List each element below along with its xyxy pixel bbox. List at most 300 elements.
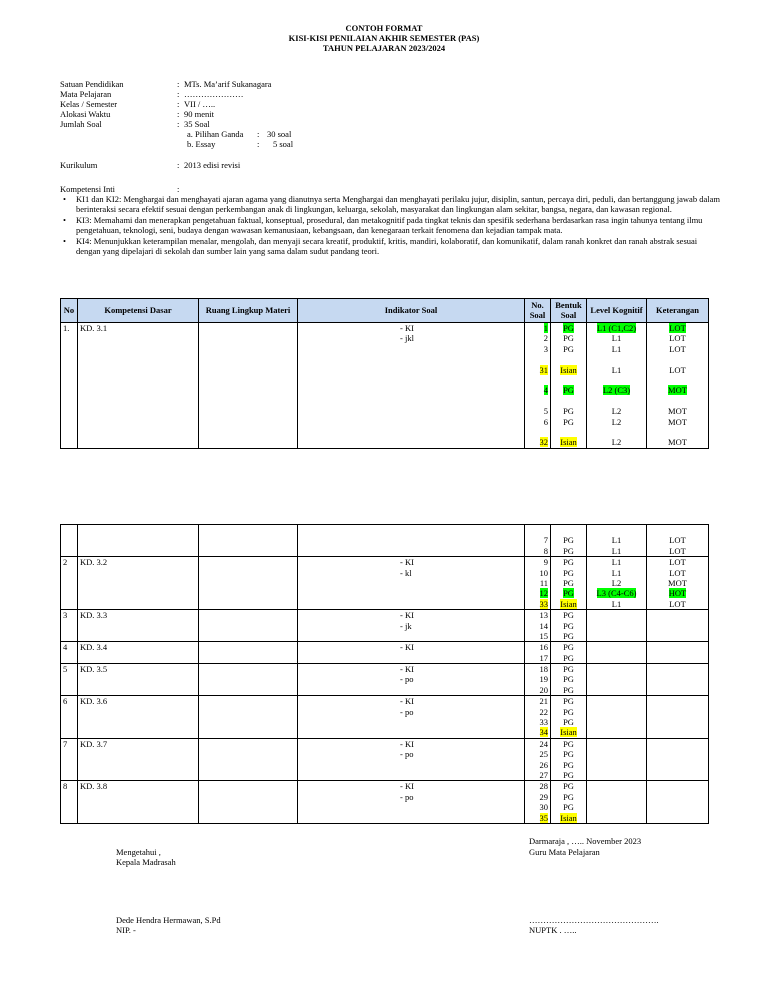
cell-no: 5 (61, 664, 78, 696)
table-row (61, 781, 709, 824)
level-kognitif-value (589, 770, 644, 780)
keterangan-value (649, 588, 706, 598)
info-label: Alokasi Waktu (60, 109, 111, 119)
cell-level-kognitif (587, 610, 647, 642)
indikator-line (400, 781, 522, 791)
indikator-line-text: - KI (400, 664, 414, 675)
ki-item: • KI1 dan KI2: Menghargai dan menghayati ajaran agama yang dianutnya serta Menghargai dan menghayati perilaku jujur, disiplin, santun, percaya diri, peduli, dan bertanggung jawab dalam berinteraksi secara efektif sesuai dengan perkembangan anak di lingkungan, keluarga, sekolah, masyarakat dan lingkungan alam sekitar, bangsa, negara, dan kawasan regional. (60, 194, 720, 215)
no-soal-value-text: 27 (539, 769, 548, 780)
cell-keterangan (647, 781, 709, 824)
bentuk-soal-value (553, 344, 584, 354)
level-kognitif-value (589, 727, 644, 737)
level-kognitif-value-text: L1 (611, 343, 622, 354)
level-kognitif-value (589, 760, 644, 770)
signature-place-date: Darmaraja , ….. November 2023 (529, 836, 642, 846)
keterangan-value (649, 599, 706, 609)
indikator-line (400, 792, 522, 802)
info-label: Kelas / Semester (60, 99, 118, 109)
info-label: Mata Pelajaran (60, 89, 112, 99)
bentuk-soal-value-text: PG (563, 567, 574, 578)
cell-ruang-lingkup (199, 642, 298, 664)
no-soal-value (527, 437, 548, 447)
bentuk-soal-value (553, 365, 584, 375)
indikator-line-text: - po (400, 749, 414, 760)
indikator-line (400, 707, 522, 717)
level-kognitif-value (589, 792, 644, 802)
no-soal-value (527, 599, 548, 609)
no-soal-value (527, 727, 548, 737)
level-kognitif-value (589, 588, 644, 598)
cell-keterangan (647, 557, 709, 610)
no-soal-value-text: 32 (539, 437, 548, 448)
doc-title-3: TAHUN PELAJARAN 2023/2024 (322, 43, 446, 53)
level-kognitif-value (589, 717, 644, 727)
no-soal-value-text: 15 (539, 630, 548, 641)
cell-no: 2 (61, 557, 78, 610)
bentuk-soal-value (553, 535, 584, 545)
bentuk-soal-value-text: PG (563, 674, 574, 685)
cell-no-soal (525, 696, 551, 739)
ki-item: • KI4: Menunjukkan keterampilan menalar, mengolah, dan menyaji secara kreatif, produktif, kritis, mandiri, kolaboratif, dan komunikatif, dalam ranah konkret dan ranah abstrak sesuai dengan yang dipelajari di sekolah dan sumber lain yang sama dalam sudut pandang teori. (60, 236, 720, 257)
level-kognitif-value (589, 578, 644, 588)
bentuk-soal-value-text: PG (563, 385, 574, 396)
keterangan-value (649, 770, 706, 780)
info-value: 90 menit (184, 109, 214, 119)
no-soal-value (527, 365, 548, 375)
bentuk-soal-value (553, 427, 584, 437)
level-kognitif-value-text: L2 (611, 416, 622, 427)
level-kognitif-value (589, 642, 644, 652)
bentuk-soal-value-text: Isian (560, 812, 577, 823)
bentuk-soal-value (553, 437, 584, 447)
table-row (61, 610, 709, 642)
cell-indikator (298, 525, 525, 557)
cell-level-kognitif (587, 525, 647, 557)
bentuk-soal-value-text: PG (563, 630, 574, 641)
no-soal-value-text: 6 (543, 416, 548, 427)
cell-no: 6 (61, 696, 78, 739)
level-kognitif-value-text: L1 (C1,C2) (596, 323, 637, 333)
table-row (61, 664, 709, 696)
info-label: Jumlah Soal (60, 119, 102, 129)
no-soal-value (527, 739, 548, 749)
level-kognitif-value-text: L1 (611, 535, 622, 546)
level-kognitif-value (589, 802, 644, 812)
cell-no (61, 525, 78, 557)
cell-level-kognitif (587, 664, 647, 696)
level-kognitif-value (589, 427, 644, 437)
no-soal-value (527, 610, 548, 620)
level-kognitif-value-text: L3 (C4-C6) (596, 588, 637, 599)
level-kognitif-value (589, 354, 644, 364)
no-soal-value-text: 11 (539, 577, 548, 588)
cell-bentuk-soal (551, 525, 587, 557)
jumlah-essay-label: b. Essay (187, 139, 216, 149)
keterangan-value (649, 365, 706, 375)
keterangan-value-text: LOT (669, 557, 686, 568)
no-soal-value-text: 7 (543, 535, 548, 546)
jumlah-pg-label: a. Pilihan Ganda (187, 129, 244, 139)
bentuk-soal-value-text: PG (563, 781, 574, 792)
no-soal-value-text: 28 (539, 781, 548, 792)
bentuk-soal-value-text: PG (563, 535, 574, 546)
keterangan-value (649, 535, 706, 545)
cell-kompetensi-dasar: KD. 3.4 (78, 642, 199, 664)
indikator-line-text: - KI (400, 323, 414, 333)
bentuk-soal-value-text: PG (563, 738, 574, 749)
bentuk-soal-value (553, 323, 584, 333)
keterangan-value-text: LOT (669, 545, 686, 556)
level-kognitif-value (589, 813, 644, 823)
table-row (61, 696, 709, 739)
identity-block: Satuan Pendidikan : MTs. Ma’arif Sukanagara Mata Pelajaran : ………………… Kelas / Semester : VII / ….. Alokasi Waktu : 90 menit Jumlah Soal : 35 Soal a. Pilihan Ganda : 30 soal b. Essay : 5 soal Kurikulum : 2013 edisi revisi (60, 79, 294, 170)
level-kognitif-value (589, 631, 644, 641)
keterangan-value (649, 406, 706, 416)
no-soal-value (527, 813, 548, 823)
indikator-line (400, 621, 522, 631)
cell-bentuk-soal (551, 642, 587, 664)
bentuk-soal-value (553, 588, 584, 598)
cell-level-kognitif (587, 696, 647, 739)
bentuk-soal-value-text: PG (563, 664, 574, 675)
signature-head-nip: NIP. - (116, 925, 136, 935)
level-kognitif-value (589, 749, 644, 759)
bentuk-soal-value-text: PG (563, 557, 574, 568)
cell-no-soal (525, 323, 551, 449)
table-row (61, 323, 709, 449)
keterangan-value (649, 546, 706, 556)
no-soal-value (527, 770, 548, 780)
level-kognitif-value (589, 674, 644, 684)
level-kognitif-value (589, 396, 644, 406)
level-kognitif-value (589, 535, 644, 545)
keterangan-value (649, 653, 706, 663)
keterangan-value (649, 578, 706, 588)
cell-keterangan (647, 525, 709, 557)
info-label: Satuan Pendidikan (60, 79, 124, 89)
level-kognitif-value (589, 621, 644, 631)
bentuk-soal-value-text: PG (563, 545, 574, 556)
no-soal-value-text: 17 (539, 652, 548, 663)
keterangan-value (649, 727, 706, 737)
cell-indikator (298, 557, 525, 610)
signature-teacher-name: ………………………………………. (529, 915, 659, 925)
bentuk-soal-value (553, 674, 584, 684)
keterangan-value (649, 333, 706, 343)
signature-role-teacher: Guru Mata Pelajaran (529, 847, 600, 857)
jumlah-pg-value: 30 soal (267, 129, 292, 139)
cell-keterangan (647, 738, 709, 781)
no-soal-value (527, 535, 548, 545)
table-row (61, 525, 709, 557)
no-soal-value (527, 707, 548, 717)
indikator-line (400, 749, 522, 759)
bentuk-soal-value (553, 631, 584, 641)
no-soal-value (527, 568, 548, 578)
no-soal-value (527, 385, 548, 395)
bentuk-soal-value (553, 770, 584, 780)
bentuk-soal-value (553, 802, 584, 812)
indikator-line (400, 610, 522, 620)
keterangan-value-text: MOT (668, 577, 687, 588)
cell-no: 3 (61, 610, 78, 642)
no-soal-value (527, 375, 548, 385)
cell-indikator (298, 696, 525, 739)
no-soal-value (527, 406, 548, 416)
indikator-line-text: - KI (400, 738, 414, 749)
level-kognitif-value (589, 437, 644, 447)
no-soal-value-text: 29 (539, 791, 548, 802)
cell-bentuk-soal (551, 557, 587, 610)
no-soal-value (527, 333, 548, 343)
level-kognitif-value-text: L2 (C3) (602, 385, 631, 396)
bentuk-soal-value (553, 396, 584, 406)
indikator-line-text: - jk (400, 620, 412, 631)
bentuk-soal-value (553, 610, 584, 620)
header-indikator: Indikator Soal (298, 299, 525, 323)
no-soal-value-text: 1 (543, 323, 548, 333)
cell-indikator (298, 664, 525, 696)
keterangan-value (649, 323, 706, 333)
no-soal-value (527, 674, 548, 684)
cell-no: 8 (61, 781, 78, 824)
no-soal-value (527, 354, 548, 364)
keterangan-value (649, 525, 706, 535)
cell-no-soal (525, 557, 551, 610)
keterangan-value (649, 760, 706, 770)
indikator-line-text: - kl (400, 567, 412, 578)
level-kognitif-value (589, 375, 644, 385)
keterangan-value (649, 417, 706, 427)
level-kognitif-value (589, 664, 644, 674)
indikator-line-text: - KI (400, 696, 414, 707)
cell-keterangan (647, 323, 709, 449)
level-kognitif-value-text: L1 (611, 545, 622, 556)
no-soal-value-text: 33 (539, 598, 548, 609)
level-kognitif-value (589, 344, 644, 354)
cell-ruang-lingkup (199, 696, 298, 739)
bentuk-soal-value (553, 354, 584, 364)
keterangan-value-text: MOT (668, 437, 687, 448)
indikator-line (400, 674, 522, 684)
indikator-line (400, 664, 522, 674)
header-bentuk-soal: Bentuk Soal (551, 299, 587, 323)
keterangan-value (649, 664, 706, 674)
cell-no-soal (525, 610, 551, 642)
cell-no-soal (525, 664, 551, 696)
indikator-line-text: - po (400, 706, 414, 717)
bentuk-soal-value (553, 546, 584, 556)
bentuk-soal-value (553, 333, 584, 343)
no-soal-value (527, 802, 548, 812)
cell-no-soal (525, 525, 551, 557)
cell-level-kognitif (587, 642, 647, 664)
level-kognitif-value-text: L1 (611, 567, 622, 578)
table-row (61, 642, 709, 664)
indikator-line-text: - KI (400, 557, 414, 568)
indikator-line (400, 557, 522, 567)
no-soal-value-text: 34 (539, 727, 548, 738)
indikator-line-text: - KI (400, 781, 414, 792)
no-soal-value (527, 685, 548, 695)
no-soal-value (527, 664, 548, 674)
level-kognitif-value (589, 568, 644, 578)
cell-level-kognitif (587, 738, 647, 781)
keterangan-value (649, 375, 706, 385)
indikator-line-text: - KI (400, 610, 414, 621)
no-soal-value (527, 717, 548, 727)
keterangan-value (649, 792, 706, 802)
keterangan-value (649, 674, 706, 684)
bentuk-soal-value (553, 696, 584, 706)
no-soal-value-text: 30 (539, 802, 548, 813)
keterangan-value-text: LOT (669, 333, 686, 344)
level-kognitif-value (589, 781, 644, 791)
signature-teacher-nuptk: NUPTK . ….. (529, 925, 577, 935)
keterangan-value-text: LOT (669, 535, 686, 546)
bentuk-soal-value-text: PG (563, 416, 574, 427)
cell-ruang-lingkup (199, 525, 298, 557)
doc-title-1: CONTOH FORMAT (345, 23, 423, 33)
cell-indikator (298, 642, 525, 664)
no-soal-value-text: 4 (543, 385, 548, 396)
level-kognitif-value (589, 385, 644, 395)
ki-item: • KI3: Memahami dan menerapkan pengetahuan faktual, konseptual, prosedural, dan metakognitif pada tingkat teknis dan spesifik sederhana berdasarkan rasa ingin tahunya tentang ilmu pengetahuan, teknologi, seni, budaya dengan wawasan kemanusiaan, kebangsaan, dan kenegaraan terkait fenomena dan kejadian tampak mata. (60, 215, 720, 236)
keterangan-value (649, 354, 706, 364)
cell-kompetensi-dasar: KD. 3.7 (78, 738, 199, 781)
no-soal-value-text: 25 (539, 749, 548, 760)
level-kognitif-value (589, 610, 644, 620)
bentuk-soal-value-text: PG (563, 323, 574, 333)
no-soal-value (527, 344, 548, 354)
no-soal-value (527, 749, 548, 759)
indikator-line (400, 642, 522, 652)
header-kd: Kompetensi Dasar (78, 299, 199, 323)
indikator-line (400, 696, 522, 706)
cell-no-soal (525, 738, 551, 781)
keterangan-value (649, 557, 706, 567)
bentuk-soal-value (553, 406, 584, 416)
cell-no: 7 (61, 738, 78, 781)
bentuk-soal-value (553, 749, 584, 759)
cell-no-soal (525, 781, 551, 824)
bentuk-soal-value-text: PG (563, 343, 574, 354)
no-soal-value-text: 9 (543, 557, 548, 568)
cell-kompetensi-dasar: KD. 3.3 (78, 610, 199, 642)
bentuk-soal-value (553, 664, 584, 674)
bentuk-soal-value (553, 621, 584, 631)
indikator-line-text: - po (400, 674, 414, 685)
no-soal-value-text: 31 (539, 364, 548, 375)
bentuk-soal-value (553, 760, 584, 770)
no-soal-value-text: 14 (539, 620, 548, 631)
level-kognitif-value-text: L1 (611, 364, 622, 375)
doc-title-2: KISI-KISI PENILAIAN AKHIR SEMESTER (PAS) (288, 33, 480, 43)
cell-kompetensi-dasar: KD. 3.8 (78, 781, 199, 824)
table-row (61, 557, 709, 610)
cell-kompetensi-dasar: KD. 3.2 (78, 557, 199, 610)
kompetensi-inti: Kompetensi Inti : • KI1 dan KI2: Menghargai dan menghayati ajaran agama yang dianutnya serta Menghargai dan menghayati perilaku jujur, disiplin, santun, percaya diri, peduli, dan bertanggung jawab dalam berinteraksi secara efektif sesuai dengan perkembangan anak di lingkungan, keluarga, sekolah, masyarakat dan lingkungan alam sekitar, bangsa, negara, dan kawasan regional. • KI3: Memahami dan menerapkan pengetahuan faktual, konseptual, prosedural, dan metakognitif pada tingkat teknis dan spesifik sederhana berdasarkan rasa ingin tahunya tentang ilmu pengetahuan, teknologi, seni, budaya dengan wawasan kemanusiaan, kebangsaan, dan kenegaraan terkait fenomena dan kejadian tampak mata. • KI4: Menunjukkan keterampilan menalar, mengolah, dan menyaji secara kreatif, produktif, kritis, mandiri, kolaboratif, dan komunikatif, dalam ranah konkret dan ranah abstrak sesuai dengan yang dipelajari di sekolah dan sumber lain yang sama dalam sudut pandang teori. (60, 184, 720, 256)
keterangan-value (649, 717, 706, 727)
bentuk-soal-value (553, 557, 584, 567)
keterangan-value (649, 568, 706, 578)
no-soal-value (527, 760, 548, 770)
no-soal-value-text: 12 (539, 588, 548, 599)
no-soal-value (527, 588, 548, 598)
level-kognitif-value (589, 707, 644, 717)
bentuk-soal-value-text: PG (563, 706, 574, 717)
table-header-row (61, 299, 709, 323)
no-soal-value-text: 33 (539, 717, 548, 728)
keterangan-value-text: LOT (669, 567, 686, 578)
level-kognitif-value (589, 333, 644, 343)
bentuk-soal-value (553, 375, 584, 385)
kurikulum-label: Kurikulum (60, 160, 98, 170)
cell-kompetensi-dasar (78, 525, 199, 557)
cell-indikator (298, 738, 525, 781)
no-soal-value (527, 427, 548, 437)
no-soal-value (527, 546, 548, 556)
no-soal-value-text: 21 (539, 696, 548, 707)
keterangan-value (649, 631, 706, 641)
no-soal-value (527, 642, 548, 652)
ki-label: Kompetensi Inti (60, 184, 116, 194)
cell-keterangan (647, 610, 709, 642)
info-value: ………………… (184, 89, 244, 99)
no-soal-value-text: 8 (543, 545, 548, 556)
info-value: MTs. Ma’arif Sukanagara (184, 79, 272, 89)
keterangan-value-text: MOT (668, 385, 687, 396)
keterangan-value (649, 427, 706, 437)
cell-level-kognitif (587, 557, 647, 610)
no-soal-value (527, 323, 548, 333)
no-soal-value-text: 18 (539, 664, 548, 675)
level-kognitif-value (589, 365, 644, 375)
bentuk-soal-value-text: PG (563, 610, 574, 621)
table-row (61, 738, 709, 781)
info-value: VII / ….. (184, 99, 216, 109)
cell-ruang-lingkup (199, 781, 298, 824)
no-soal-value (527, 525, 548, 535)
keterangan-value (649, 813, 706, 823)
keterangan-value (649, 685, 706, 695)
bentuk-soal-value-text: PG (563, 791, 574, 802)
bentuk-soal-value-text: PG (563, 696, 574, 707)
bentuk-soal-value (553, 781, 584, 791)
bentuk-soal-value-text: Isian (560, 364, 577, 375)
level-kognitif-value (589, 696, 644, 706)
no-soal-value (527, 653, 548, 663)
cell-indikator (298, 610, 525, 642)
cell-ruang-lingkup (199, 323, 298, 449)
bentuk-soal-value-text: PG (563, 749, 574, 760)
keterangan-value (649, 802, 706, 812)
no-soal-value-text: 35 (539, 812, 548, 823)
no-soal-value-text: 10 (539, 567, 548, 578)
no-soal-value (527, 417, 548, 427)
bentuk-soal-value-text: PG (563, 759, 574, 770)
level-kognitif-value (589, 599, 644, 609)
indikator-line (400, 333, 522, 343)
bentuk-soal-value (553, 685, 584, 695)
bentuk-soal-value-text: Isian (560, 727, 577, 738)
keterangan-value-text: LOT (669, 343, 686, 354)
jumlah-essay-value: 5 soal (273, 139, 294, 149)
kisi-table-1 (60, 298, 709, 449)
level-kognitif-value (589, 525, 644, 535)
indikator-line (400, 323, 522, 333)
level-kognitif-value-text: L2 (611, 577, 622, 588)
